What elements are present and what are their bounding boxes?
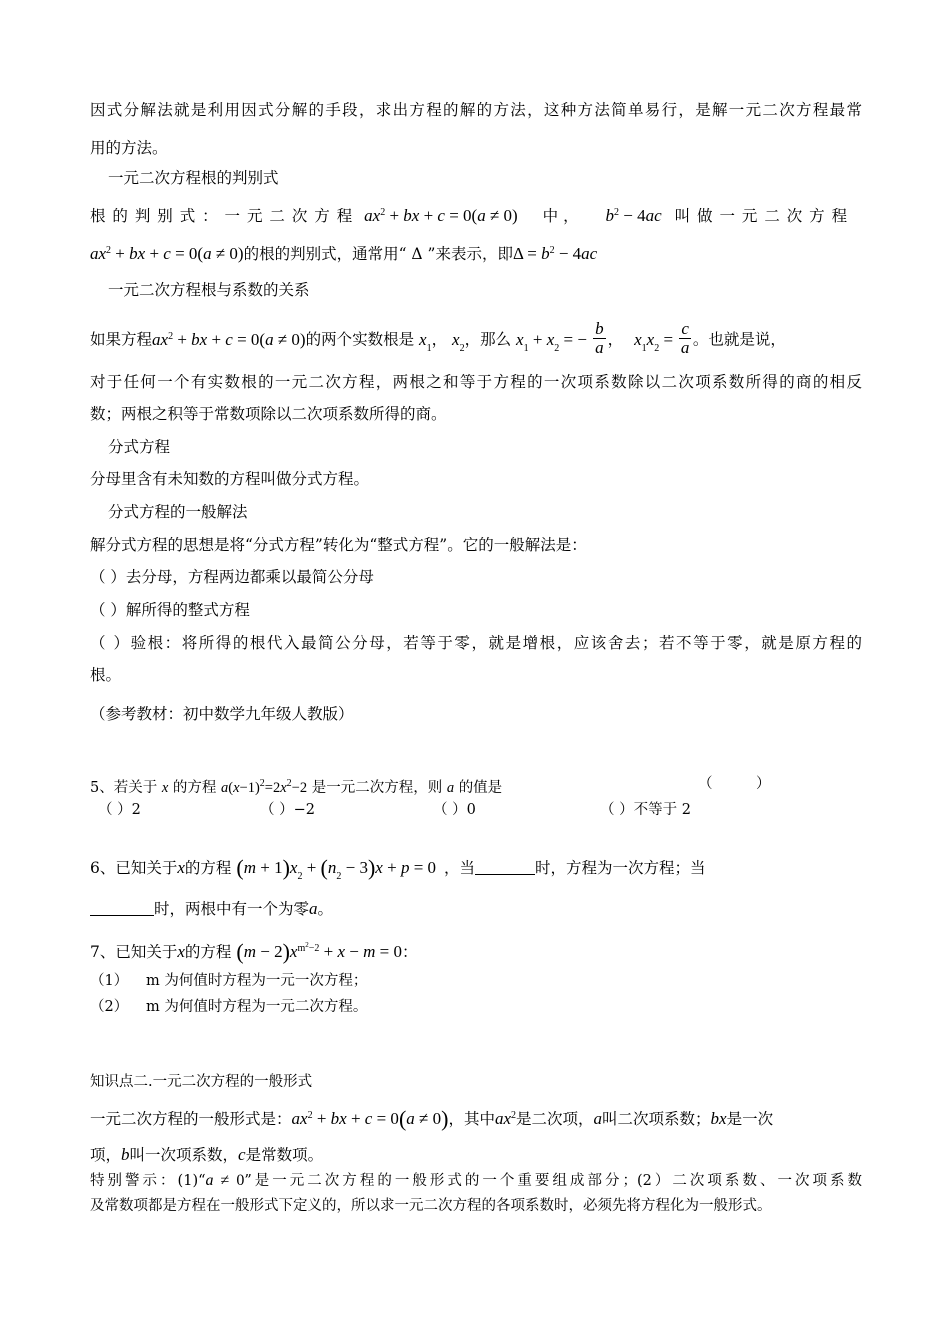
vieta-lead: 如果方程 [90, 330, 153, 349]
question-7-item-1: （1） m 为何值时方程为一元一次方程； [90, 973, 368, 989]
answer-paren: （ ） [698, 776, 771, 792]
answer-blank-2[interactable] [90, 901, 154, 916]
paragraph-factorization-line2: 用的方法。 [90, 139, 168, 157]
question-5-stem: 5、若关于 x 的方程 $a(x-1)^2=2x^2-2$ 是一元二次方程，则 a 的值是 （ ） [90, 776, 771, 796]
disc-equation: $ax^2$ + bx + c = 0(a ≠ 0) [364, 206, 518, 225]
question-6-line2: 时，两根中有一个为零a。 [90, 899, 862, 919]
heading-discriminant: 一元二次方程根的判别式 [108, 169, 279, 187]
discriminant-line2 [90, 241, 862, 264]
vieta-end: 。也就是说， [692, 330, 786, 349]
fractional-intro: 解分式方程的思想是将“分式方程”转化为“整式方程”。它的一般解法是： [90, 536, 587, 554]
answer-blank-1[interactable] [475, 860, 535, 875]
vieta-line1: 如果方程$ax^2$ + bx + c = 0(a ≠ 0)的两个实数根是 $x_1$， $x_2$，那么 $x_1 + x_2$ = − $\frac{b}{a}$ ， $x_1x_2$ = $\frac{c}{a}$ 。也就是说， [90, 319, 786, 357]
paragraph-factorization-line1: 因式分解法就是利用因式分解的手段，求出方程的解的方法，这种方法简单易行，是解一元二次方程最常 [90, 101, 862, 119]
general-form-equation: $ax^2$ + bx + c = 0(a ≠ 0) [291, 1106, 449, 1131]
disc-mid: 中 ， [542, 207, 579, 225]
fractional-definition: 分母里含有未知数的方程叫做分式方程。 [90, 470, 370, 488]
fraction-b-over-a: $\frac{b}{a}$ [595, 319, 604, 357]
root-x1: $x_1$ [419, 329, 432, 354]
kp2-line1: 一元二次方程的一般形式是：$ax^2$ + bx + c = 0(a ≠ 0)，其中$ax^2$是二次项，a叫二次项系数；bx是一次 [90, 1106, 774, 1131]
q7-equation: $(m - 2)x^{m^2-2} + x - m = 0$ [236, 939, 402, 964]
disc-l2-after: 的根的判别式，通常用“ Δ ”来表示，即 [243, 245, 513, 263]
fractional-step-1: （ ）去分母，方程两边都乘以最简公分母 [90, 568, 374, 586]
fractional-step-3-line2: 根。 [90, 666, 122, 684]
question-7-stem: 7、已知关于x的方程 $(m - 2)x^{m^2-2} + x - m = 0$： [90, 939, 418, 964]
vieta-equation: $ax^2$ + bx + c = 0(a ≠ 0) [152, 329, 306, 349]
kp2-warning-line1: 特别警示：(1)“a ≠ 0”是一元二次方程的一般形式的一个重要组成部分；(2）二次项系数、一次项系数 [90, 1172, 863, 1189]
disc-equation-2: $ax^2$ + bx + c = 0(a ≠ 0) [90, 244, 244, 263]
q6-equation: $(m + 1)x_2 + (n_2 - 3)x + p = 0$ [236, 855, 437, 882]
discriminant-line1 [90, 203, 862, 226]
kp2-line2: 项，b叫一次项系数，c是常数项。 [90, 1145, 324, 1164]
knowledge-point-2-title: 知识点二.一元二次方程的一般形式 [90, 1074, 313, 1090]
fractional-step-3-line1: （ ）验根：将所得的根代入最简公分母，若等于零，就是增根，应该舍去；若不等于零，就是原方程的 [90, 634, 862, 652]
option-c[interactable]: （ ）0 [433, 802, 476, 818]
heading-fractional-solution: 分式方程的一般解法 [108, 503, 248, 521]
disc-expression: $b^2 - 4ac$ [605, 206, 662, 225]
question-6-line1: 6、已知关于x的方程 $(m + 1)x_2 + (n_2 - 3)x + p = 0$ ，当 时，方程为一次方程；当 [90, 855, 706, 882]
fraction-c-over-a: $\frac{c}{a}$ [680, 319, 690, 357]
root-x2: $x_2$ [452, 329, 465, 354]
disc-lead: 根 的 判 别 式 ： 一 元 二 次 方 程 [90, 207, 354, 225]
vieta-line3: 数；两根之积等于常数项除以二次项系数所得的商。 [90, 405, 447, 423]
vieta-after-eq: 的两个实数根是 [305, 330, 415, 349]
sum-of-roots: $x_1 + x_2$ = − [516, 329, 592, 354]
var-x: x [161, 780, 169, 796]
reference-note: （参考教材：初中数学九年级人教版） [90, 705, 354, 723]
q5-equation: $a(x-1)^2=2x^2-2$ [221, 778, 308, 796]
var-a: a [446, 780, 455, 796]
option-d[interactable]: （ ）不等于 2 [600, 802, 691, 818]
kp2-warning-line2: 及常数项都是方程在一般形式下定义的，所以求一元二次方程的各项系数时，必须先将方程化为一般形式。 [90, 1198, 772, 1214]
heading-fractional-equation: 分式方程 [108, 438, 171, 456]
question-7-item-2: （2） m 为何值时方程为一元二次方程。 [90, 999, 368, 1015]
disc-tail: 叫 做 一 元 二 次 方 程 [674, 207, 849, 225]
fractional-step-2: （ ）解所得的整式方程 [90, 601, 250, 619]
option-a[interactable]: （ ）2 [98, 802, 141, 818]
question-5-options [90, 800, 862, 820]
heading-vieta: 一元二次方程根与系数的关系 [108, 281, 310, 299]
product-of-roots: $x_1x_2$ = [634, 329, 678, 354]
vieta-then: ，那么 [464, 330, 512, 349]
option-b[interactable]: （ ）−2 [260, 802, 315, 818]
disc-delta-formula: $\Delta = b^2 - 4ac$ [512, 244, 598, 263]
vieta-line2: 对于任何一个有实数根的一元二次方程，两根之和等于方程的一次项系数除以二次项系数所得的商的相反 [90, 373, 862, 391]
